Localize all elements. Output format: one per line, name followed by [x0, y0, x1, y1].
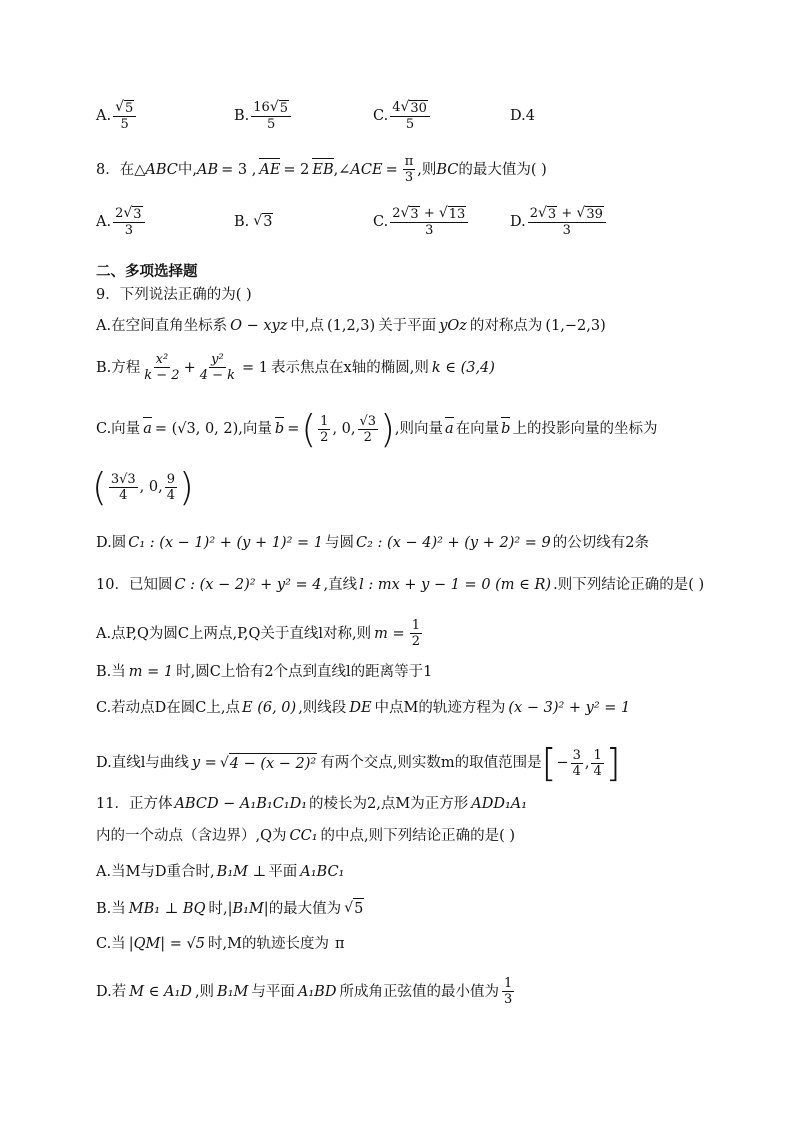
q9-stem: 9．下列说法正确的为( ) [96, 287, 252, 303]
q11-stem-line2: 内的一个动点（含边界）,Q为 CC₁ 的中点,则下列结论正确的是( ) [96, 828, 516, 844]
q8-option-c[interactable]: C. 2 √ 3 + √ 13 3 [373, 206, 470, 238]
q11-stem-line1: 11．正方体 ABCD − A₁B₁C₁D₁ 的棱长为2,点M为正方形 ADD₁A₁ [96, 796, 528, 812]
q11-option-c[interactable]: C.当 |QM| = √5 时,M的轨迹长度为 π [96, 936, 345, 952]
q8-option-d[interactable]: D. 2 √ 3 + √ 39 3 [510, 206, 608, 238]
q11-option-b[interactable]: B.当 MB₁ ⊥ BQ 时, |B₁M| 的最大值为 √ 5 [96, 900, 364, 917]
vector-b: b [274, 421, 285, 437]
q7-option-a[interactable]: A. √ 5 5 [96, 100, 138, 132]
q9-option-a[interactable]: A.在空间直角坐标系 O − xyz 中,点 (1,2,3) 关于平面 yOz 的对称点为 (1,−2,3) [96, 318, 606, 334]
q10-option-a[interactable]: A.点P,Q为圆C上两点,P,Q关于直线l对称,则 m = $\frac{1}{2}$ [96, 618, 420, 649]
q8-option-b[interactable]: B. √ 3 [234, 213, 273, 230]
section-heading: 二、多项选择题 [96, 264, 198, 280]
q7-option-d[interactable]: D.4 [510, 108, 535, 124]
q10-option-b[interactable]: B.当 m = 1 时,圆C上恰有2个点到直线l的距离等于1 [96, 664, 433, 680]
q8-stem: 8．在△ ABC 中, AB = 3 , AE = 2 EB ,∠ ACE = $\frac{\pi}{3}$ ,则 BC 的最大值为( ) [96, 154, 547, 185]
q11-option-d[interactable]: D.若 M ∈ A₁D ,则 B₁M 与平面 A₁BD 所成角正弦值的最小值为 $\frac{1}{3}$ [96, 976, 513, 1007]
q8-option-a[interactable]: A. 2 √ 3 3 [96, 206, 147, 238]
q9-option-c-result: ( $\frac{3√3}{4}$ , 0, $\frac{9}{4}$ ) [92, 465, 194, 509]
q7-option-c[interactable]: C. 4 √ 30 5 [373, 100, 432, 132]
q10-stem: 10．已知圆 C : (x − 2)² + y² = 4 ,直线 l : mx + y − 1 = 0 (m ∈ R) .则下列结论正确的是( ) [96, 577, 705, 593]
q9-option-b[interactable]: B.方程 $\frac{\text{x²}}{k - 2}$ + $\frac{\text{y²}}{4 - k}$ = 1 表示焦点在x轴的椭圆,则 k ∈ (3,4) [96, 352, 495, 383]
q9-option-d[interactable]: D.圆 C₁ : (x − 1)² + (y + 1)² = 1 与圆 C₂ : (x − 4)² + (y + 2)² = 9 的公切线有2条 [96, 535, 650, 551]
q11-option-a[interactable]: A.当M与D重合时, B₁M ⊥ 平面 A₁BC₁ [96, 864, 345, 880]
vector-b-ref: b [501, 421, 511, 437]
q10-option-c[interactable]: C.若动点D在圆C上,点 E (6, 0) ,则线段 DE 中点M的轨迹方程为 (x − 3)² + y² = 1 [96, 700, 631, 716]
vector-ae: AE [259, 161, 281, 178]
vector-a: a [143, 421, 152, 437]
vector-eb: EB [312, 161, 334, 178]
q7-option-b[interactable]: B. 16 √ 5 5 [234, 100, 293, 132]
q10-option-d[interactable]: D.直线l与曲线 y = √ 4 − (x − 2)² 有两个交点,则实数m的取值范围是 [ − $\frac{3}{4}$ , $\frac{1}{4}$ ] [96, 741, 621, 785]
q9-option-c[interactable]: C.向量 a = (√3, 0, 2) ,向量 b = ( $\frac{1}{2}$ , 0, $\frac{√3}{2}$ ) ,则向量 a 在向量 b 上的投影向量的坐标为 [96, 407, 658, 451]
vector-a-ref: a [445, 421, 454, 437]
